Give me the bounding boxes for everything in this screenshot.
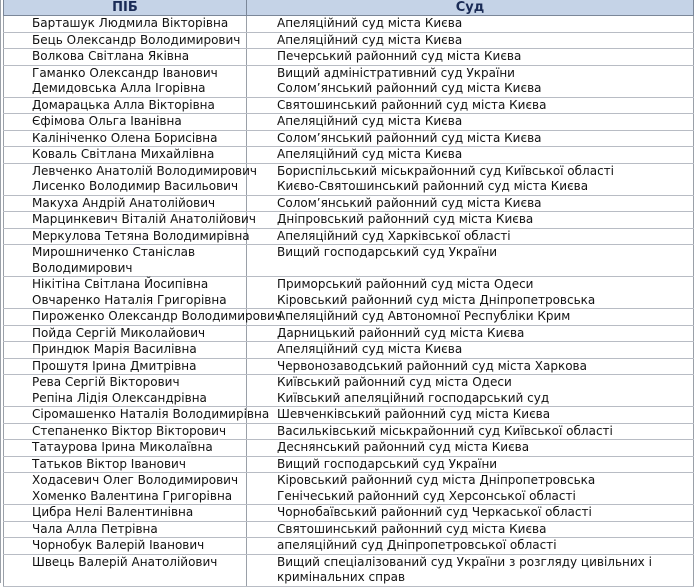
person-name: Сіромашенко Наталія Володимирівна	[32, 407, 270, 421]
court-cell	[247, 521, 694, 538]
table-row	[4, 32, 694, 49]
court-cell	[247, 342, 694, 359]
person-name: Лисенко Володимир Васильович	[32, 179, 239, 193]
court-cell	[247, 277, 694, 309]
name-cell	[4, 375, 247, 407]
court-cell	[247, 554, 694, 586]
court-cell	[247, 16, 694, 33]
court-name: Шевченківський районний суд міста Києва	[277, 407, 551, 421]
name-cell	[4, 358, 247, 375]
court-cell	[247, 228, 694, 245]
person-name: Бець Олександр Володимирович	[32, 32, 241, 47]
name-cell	[4, 245, 247, 277]
person-name: Нікітіна Світлана Йосипівна	[32, 277, 209, 291]
name-cell	[4, 65, 247, 97]
court-cell	[247, 375, 694, 407]
court-name: Чорнобаївський районний суд Черкаської області	[277, 505, 592, 519]
person-name: Ходасевич Олег Володимирович	[32, 473, 239, 487]
court-name: Вищий господарський суд України	[277, 456, 498, 471]
person-name: Волкова Світлана Яківна	[32, 49, 190, 63]
court-name: кримінальних справ	[277, 570, 406, 584]
name-cell	[4, 163, 258, 195]
court-name: Червонозаводський районний суд міста Харкова	[277, 358, 587, 373]
table-row	[4, 16, 694, 33]
court-name: Кіровський районний суд міста Дніпропетровська	[277, 292, 596, 307]
court-cell	[247, 309, 694, 326]
court-name: Святошинський районний суд міста Києва	[277, 97, 547, 112]
person-name: Мирошниченко Станіслав	[32, 245, 196, 259]
court-cell	[247, 212, 694, 229]
name-cell	[4, 342, 247, 359]
header-name: ПІБ	[4, 0, 247, 16]
court-name: Апеляційний суд Харківської області	[277, 228, 511, 243]
person-name: Макуха Андрій Анатолійович	[32, 195, 216, 210]
name-cell	[4, 147, 247, 164]
court-cell	[247, 538, 694, 555]
table-row	[4, 309, 694, 326]
table-row	[4, 245, 694, 277]
court-name: Дарницький районний суд міста Києва	[277, 325, 525, 340]
court-name: Кіровський районний суд міста Дніпропетровська	[277, 473, 596, 487]
court-name: Святошинський районний суд міста Києва	[277, 521, 547, 536]
court-name: Солом’янський районний суд міста Києва	[277, 130, 542, 145]
person-name: Демидовська Алла Ігорівна	[32, 81, 206, 95]
table-row	[4, 147, 694, 164]
court-cell	[247, 114, 694, 131]
table-row	[4, 212, 694, 229]
person-name: Меркулова Тетяна Володимирівна	[32, 228, 250, 243]
court-name: Вищий господарський суд України	[277, 245, 498, 259]
table-row	[4, 130, 694, 147]
name-cell	[4, 212, 256, 229]
court-cell	[247, 49, 694, 66]
person-name: Домарацька Алла Вікторівна	[32, 97, 215, 112]
table-row	[4, 440, 694, 457]
court-name: Апеляційний суд міста Києва	[277, 342, 463, 356]
person-name: Левченко Анатолій Володимирович	[32, 163, 258, 178]
person-name: Репіна Лідія Олександрівна	[32, 390, 207, 405]
name-cell	[4, 407, 270, 424]
person-name: Коваль Світлана Михайлівна	[32, 147, 215, 161]
table-row	[4, 163, 694, 195]
table-row	[4, 97, 694, 114]
name-cell	[4, 423, 247, 440]
table-row	[4, 538, 694, 555]
judges-table	[3, 0, 694, 587]
table-row	[4, 65, 694, 97]
court-name: Києво-Святошинський районний суд міста Києва	[277, 179, 589, 193]
table-row	[4, 407, 694, 424]
header-court: Суд	[247, 0, 694, 16]
person-name: Володимирович	[32, 260, 133, 275]
person-name: Єфімова Ольга Іванівна	[32, 114, 182, 128]
court-name: Апеляційний суд міста Києва	[277, 147, 463, 161]
person-name: Гаманко Олександр Іванович	[32, 65, 218, 80]
court-cell	[247, 407, 694, 424]
court-cell	[247, 130, 694, 147]
court-cell	[247, 147, 694, 164]
table-row	[4, 195, 694, 212]
table-row	[4, 375, 694, 407]
name-cell	[4, 309, 282, 326]
court-name: Апеляційний суд Автономної Республіки Крим	[277, 309, 571, 323]
person-name: Швець Валерій Анатолійович	[32, 554, 218, 569]
court-name: Солом’янський районний суд міста Києва	[277, 195, 542, 210]
table-header-row	[4, 0, 694, 16]
name-cell	[4, 554, 247, 586]
court-name	[277, 261, 693, 277]
person-name: Степаненко Віктор Вікторович	[32, 423, 227, 438]
person-name: Цибра Нелі Валентинівна	[32, 505, 194, 519]
court-name: Вищий адміністративний суд України	[277, 65, 515, 80]
court-name: Дніпровський районний суд міста Києва	[277, 212, 534, 226]
person-name: Овчаренко Наталія Григорівна	[32, 292, 227, 307]
name-cell	[4, 325, 247, 342]
person-name: Пойда Сергій Миколайович	[32, 325, 206, 340]
name-cell	[4, 228, 250, 245]
name-cell	[4, 49, 247, 66]
court-name: Київський апеляційний господарський суд	[277, 390, 550, 405]
court-name: Печерський районний суд міста Києва	[277, 49, 522, 63]
court-name: Апеляційний суд міста Києва	[277, 114, 463, 128]
person-name: Чорнобук Валерій Іванович	[32, 538, 205, 552]
person-name: Рева Сергій Вікторович	[32, 375, 180, 389]
court-name: Апеляційний суд міста Києва	[277, 16, 463, 30]
person-name: Хоменко Валентина Григорівна	[32, 488, 233, 503]
person-name: Барташук Людмила Вікторівна	[32, 16, 229, 30]
name-cell	[4, 16, 247, 33]
table-row	[4, 114, 694, 131]
court-cell	[247, 65, 694, 97]
table-row	[4, 325, 694, 342]
table-row	[4, 554, 694, 586]
name-cell	[4, 456, 247, 473]
table-row	[4, 277, 694, 309]
name-cell	[4, 521, 247, 538]
court-name: Бориспільський міськрайонний суд Київської області	[277, 163, 614, 178]
name-cell	[4, 114, 247, 131]
court-cell	[247, 473, 694, 505]
court-cell	[247, 358, 694, 375]
name-cell	[4, 538, 247, 555]
court-name: Генічеський районний суд Херсонської області	[277, 488, 576, 503]
person-name: Прошутя Ірина Дмитрівна	[32, 358, 197, 373]
table-row	[4, 228, 694, 245]
table-body	[4, 16, 694, 587]
name-cell	[4, 195, 247, 212]
person-name: Татьков Віктор Іванович	[32, 456, 186, 471]
table-row	[4, 342, 694, 359]
court-name: Апеляційний суд міста Києва	[277, 32, 463, 47]
name-cell	[4, 440, 247, 457]
person-name: Чала Алла Петрівна	[32, 521, 158, 536]
court-cell	[247, 440, 694, 457]
court-name: Васильківський міськрайонний суд Київської області	[277, 423, 613, 438]
name-cell	[4, 130, 247, 147]
court-name: Київський районний суд міста Одеси	[277, 375, 512, 389]
table-row	[4, 456, 694, 473]
name-cell	[4, 97, 247, 114]
table-row	[4, 505, 694, 522]
court-cell	[247, 195, 694, 212]
name-cell	[4, 473, 247, 505]
person-name: Пироженко Олександр Володимирович	[32, 309, 282, 323]
table-row	[4, 473, 694, 505]
table-row	[4, 358, 694, 375]
court-cell	[247, 505, 694, 522]
court-name: Приморський районний суд міста Одеси	[277, 277, 534, 291]
person-name: Калініченко Олена Борисівна	[32, 130, 218, 145]
person-name: Марцинкевич Віталій Анатолійович	[32, 212, 256, 226]
court-name: Вищий спеціалізований суд України з розгляду цивільних і	[277, 554, 652, 569]
court-name: Солом’янський районний суд міста Києва	[277, 81, 542, 95]
person-name: Приндюк Марія Василівна	[32, 342, 197, 356]
court-cell	[247, 245, 694, 277]
court-cell	[247, 456, 694, 473]
court-cell	[247, 423, 694, 440]
name-cell	[4, 277, 247, 309]
court-cell	[247, 97, 694, 114]
court-cell	[247, 163, 694, 195]
name-cell	[4, 32, 247, 49]
person-name: Татаурова Ірина Миколаївна	[32, 440, 213, 454]
court-name: Деснянський районний суд міста Києва	[277, 440, 530, 454]
table-row	[4, 423, 694, 440]
court-cell	[247, 32, 694, 49]
name-cell	[4, 505, 247, 522]
table-row	[4, 521, 694, 538]
table-row	[4, 49, 694, 66]
court-name: апеляційний суд Дніпропетровської області	[277, 538, 557, 552]
court-cell	[247, 325, 694, 342]
